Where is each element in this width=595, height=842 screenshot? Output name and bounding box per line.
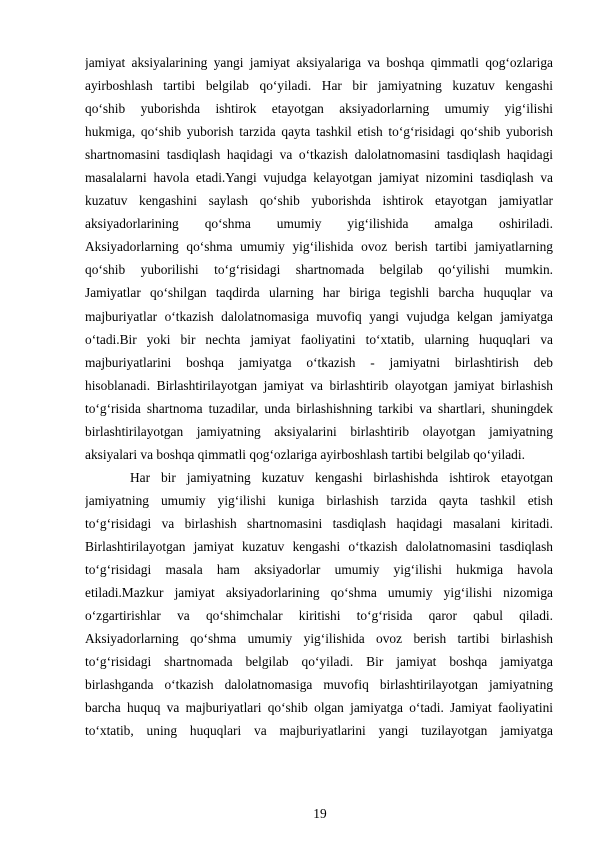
text-line: to‘g‘risidagi va birlashish shartnomasini tasdiqlash haqidagi masalani kiritadi. [85,515,553,531]
text-line: Har bir jamiyatning kuzatuv kengashi birlashishda ishtirok etayotgan [130,469,553,485]
text-line: aksiyalari va boshqa qimmatli qog‘ozlariga ayirboshlash tartibi belgilab qo‘yiladi. [85,446,525,462]
paragraph [85,466,553,743]
paragraph [85,51,553,466]
text-line: Jamiyatlar qo‘shilgan taqdirda ularning har biriga tegishli barcha huquqlar va [85,285,553,301]
text-line: Aksiyadorlarning qo‘shma umumiy yig‘ilishida ovoz berish tartibi birlashish [85,631,553,647]
text-line: hisoblanadi. Birlashtirilayotgan jamiyat va birlashtirib olayotgan jamiyat birlashish [85,377,553,393]
text-line: o‘zgartirishlar va qo‘shimchalar kiritishi to‘g‘risida qaror qabul qiladi. [85,608,553,624]
text-line: jamiyat aksiyalarining yangi jamiyat aksiyalariga va boshqa qimmatli qog‘ozlariga [85,55,553,70]
text-line: hukmiga, qo‘shib yuborish tarzida qayta tashkil etish to‘g‘risidagi qo‘shib yuborish [85,124,553,140]
text-line: birlashtirilayotgan jamiyatning aksiyalarini birlashtirib olayotgan jamiyatning [85,423,553,439]
text-line: jamiyatning umumiy yig‘ilishi kuniga birlashish tarzida qayta tashkil etish [85,492,553,508]
text-line: aksiyadorlarining qo‘shma umumiy yig‘ilishida amalga oshiriladi. [85,216,553,232]
text-line: barcha huquq va majburiyatlari qo‘shib olgan jamiyatga o‘tadi. Jamiyat faoliyatini [85,700,553,716]
text-line: majburiyatlar o‘tkazish dalolatnomasiga muvofiq yangi vujudga kelgan jamiyatga [85,308,553,324]
text-line: to‘xtatib, uning huquqlari va majburiyatlarini yangi tuzilayotgan jamiyatga [85,723,553,739]
text-line: etiladi.Mazkur jamiyat aksiyadorlarining qo‘shma umumiy yig‘ilishi nizomiga [85,585,553,601]
text-line: to‘g‘risidagi masala ham aksiyadorlar umumiy yig‘ilishi hukmiga havola [85,562,553,578]
text-line: shartnomasini tasdiqlash haqidagi va o‘tkazish dalolatnomasini tasdiqlash haqidagi [85,147,553,163]
text-line: masalalarni havola etadi.Yangi vujudga kelayotgan jamiyat nizomini tasdiqlash va [85,170,553,186]
text-line: kuzatuv kengashini saylash qo‘shib yuborishda ishtirok etayotgan jamiyatlar [85,193,553,209]
text-line: birlashganda o‘tkazish dalolatnomasiga muvofiq birlashtirilayotgan jamiyatning [85,677,553,693]
text-line: Aksiyadorlarning qo‘shma umumiy yig‘ilishida ovoz berish tartibi jamiyatlarning [85,239,553,255]
text-line: to‘g‘risidagi shartnomada belgilab qo‘yiladi. Bir jamiyat boshqa jamiyatga [85,654,553,670]
text-line: majburiyatlarini boshqa jamiyatga o‘tkazish - jamiyatni birlashtirish deb [85,354,553,370]
text-line: qo‘shib yuborishda ishtirok etayotgan aksiyadorlarning umumiy yig‘ilishi [85,101,553,117]
text-line: o‘tadi.Bir yoki bir nechta jamiyat faoliyatini to‘xtatib, ularning huquqlari va [85,331,553,347]
text-line: to‘g‘risida shartnoma tuzadilar, unda birlashishning tarkibi va shartlari, shuningdek [85,400,553,416]
text-line: ayirboshlash tartibi belgilab qo‘yiladi. Har bir jamiyatning kuzatuv kengashi [85,78,553,94]
text-line: Birlashtirilayotgan jamiyat kuzatuv kengashi o‘tkazish dalolatnomasini tasdiqlash [85,538,553,554]
text-line: qo‘shib yuborilishi to‘g‘risidagi shartnomada belgilab qo‘yilishi mumkin. [85,262,553,278]
body-text [85,51,553,742]
page-number: 19 [313,806,327,821]
